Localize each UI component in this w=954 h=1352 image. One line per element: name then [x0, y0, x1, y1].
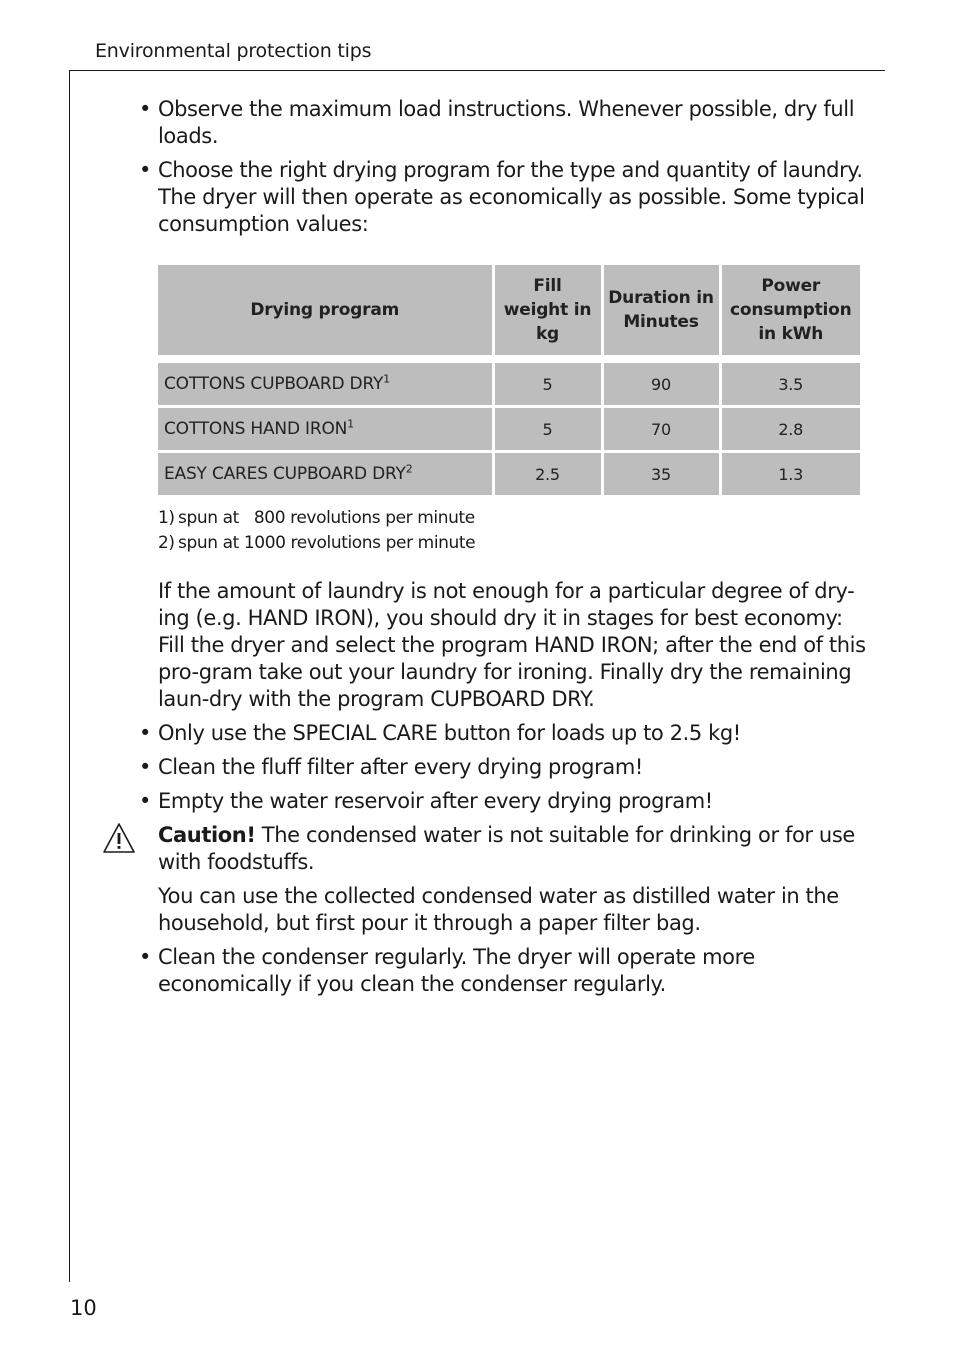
- caution-block: [158, 822, 868, 937]
- cell-fill: 2.5: [493, 452, 602, 497]
- cell-fill: 5: [493, 362, 602, 407]
- cell-power: 2.8: [720, 407, 860, 452]
- paragraph-drying-stages: If the amount of laundry is not enough for a particular degree of dry-ing (e.g. HAND IRON), you should dry it in stages for best economy: Fill the dryer and select the program HAND IRON; after the end of this pro-gram take out your laundry for ironing. Finally dry the remaining laun-dry with the program CUPBOARD DRY.: [158, 579, 866, 711]
- footnote-ref: 2: [405, 461, 413, 475]
- footnote-1: 1) spun at 800 revolutions per minute: [158, 508, 475, 528]
- cell-program: COTTONS CUPBOARD DRY$^1$: [158, 362, 493, 407]
- bullet-clean-condenser: • Clean the condenser regularly. The dryer will operate more economically if you clean the condenser regularly.: [158, 944, 868, 998]
- header-power: Power consumption in kWh: [720, 264, 860, 357]
- caution-followup: You can use the collected condensed water as distilled water in the household, but first pour it through a paper filter bag.: [158, 884, 839, 935]
- page-content: [158, 96, 868, 1005]
- cell-fill: 5: [493, 407, 602, 452]
- table-row: [158, 452, 860, 497]
- footnote-ref: 1: [347, 416, 354, 430]
- cell-duration: 35: [602, 452, 720, 497]
- cell-program: COTTONS HAND IRON$^1$: [158, 407, 493, 452]
- page-header-title: Environmental protection tips: [95, 40, 372, 62]
- footnote-ref: 1: [383, 371, 390, 385]
- cell-duration: 70: [602, 407, 720, 452]
- bullet-max-load: • Observe the maximum load instructions. Whenever possible, dry full loads.: [158, 96, 868, 150]
- table-footnotes: [158, 506, 868, 556]
- bullet-water-reservoir: • Empty the water reservoir after every drying program!: [158, 788, 868, 815]
- table-row: [158, 362, 860, 407]
- table-row: [158, 407, 860, 452]
- header-fill-weight: Fill weight in kg: [493, 264, 602, 357]
- margin-rule: [69, 70, 70, 1282]
- caution-text: Caution! The condensed water is not suitable for drinking or for use with foodstuffs.: [158, 823, 855, 874]
- caution-label: Caution!: [158, 823, 256, 847]
- warning-triangle-icon: [102, 822, 136, 854]
- cell-power: 3.5: [720, 362, 860, 407]
- bullet-fluff-filter: • Clean the fluff filter after every drying program!: [158, 754, 868, 781]
- cell-power: 1.3: [720, 452, 860, 497]
- header-rule: [69, 70, 885, 71]
- table-header-row: [158, 264, 860, 357]
- bullet-special-care: • Only use the SPECIAL CARE button for loads up to 2.5 kg!: [158, 720, 868, 747]
- consumption-table: [158, 262, 860, 498]
- header-duration: Duration in Minutes: [602, 264, 720, 357]
- header-drying-program: Drying program: [158, 264, 493, 357]
- footnote-2: 2) spun at 1000 revolutions per minute: [158, 533, 476, 553]
- bullet-choose-program: • Choose the right drying program for the type and quantity of laundry. The dryer will then operate as economically as possible. Some typical consumption values:: [158, 157, 868, 238]
- cell-program: EASY CARES CUPBOARD DRY$^2$: [158, 452, 493, 497]
- cell-duration: 90: [602, 362, 720, 407]
- page-number: 10: [70, 1296, 97, 1320]
